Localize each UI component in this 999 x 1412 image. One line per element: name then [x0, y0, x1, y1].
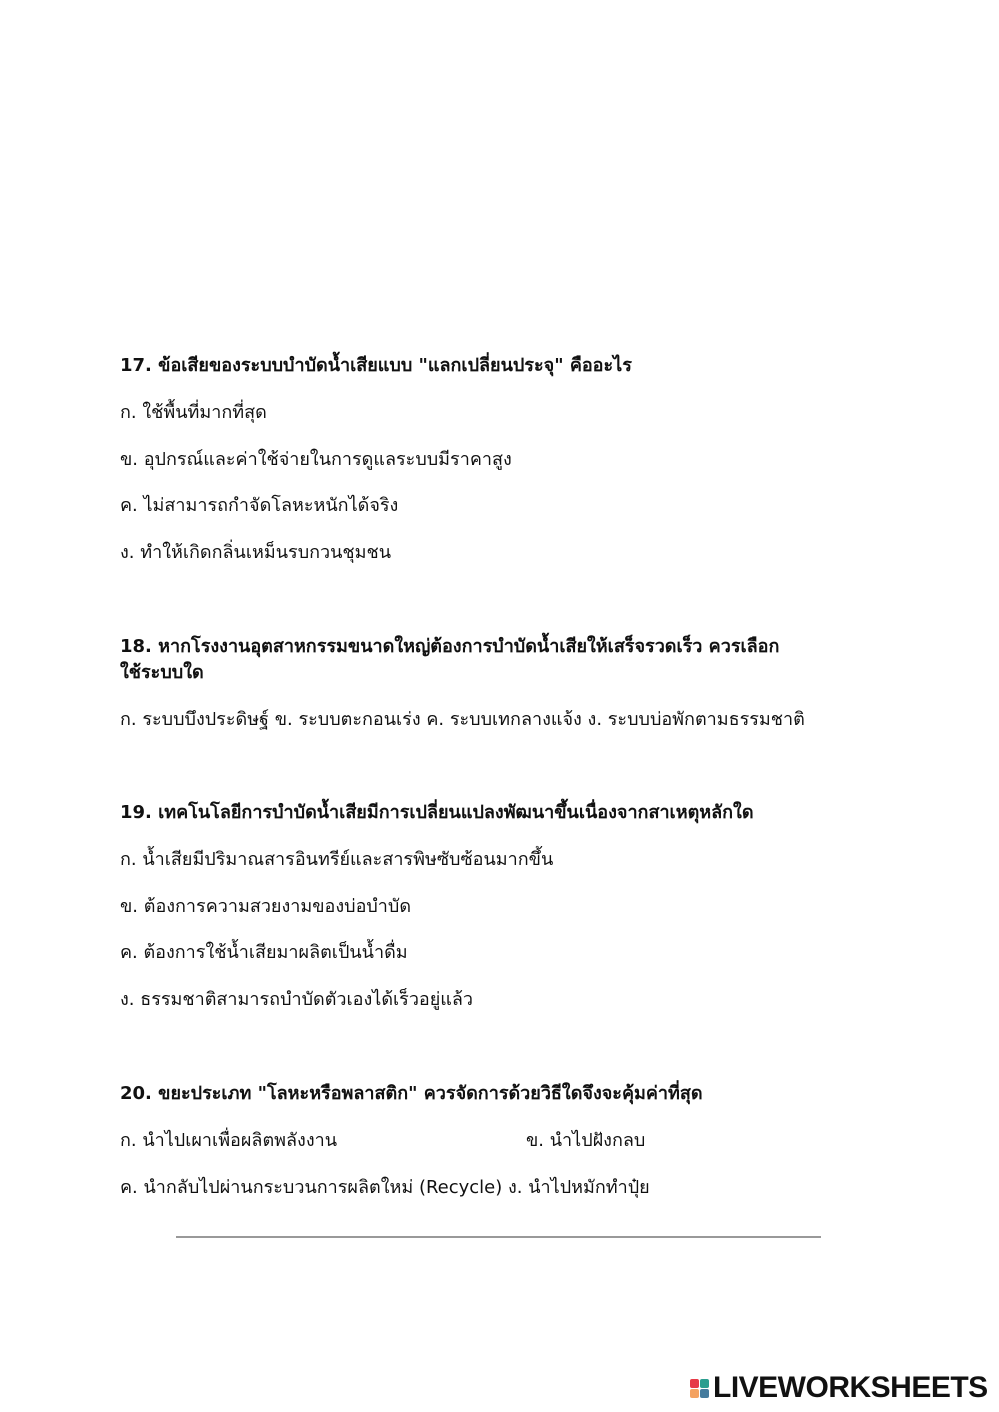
section-divider — [176, 1236, 821, 1238]
question-17-option-a[interactable]: ก. ใช้พื้นที่มากที่สุด — [120, 402, 267, 423]
question-20-options-c-d[interactable]: ค. นำกลับไปผ่านกระบวนการผลิตใหม่ (Recycle) ง. นำไปหมักทำปุ๋ย — [120, 1177, 650, 1198]
question-19-option-c[interactable]: ค. ต้องการใช้น้ำเสียมาผลิตเป็นน้ำดื่ม — [120, 942, 408, 963]
question-17-option-d[interactable]: ง. ทำให้เกิดกลิ่นเหม็นรบกวนชุมชน — [120, 542, 392, 563]
question-20-option-a[interactable]: ก. นำไปเผาเพื่อผลิตพลังงาน — [120, 1130, 338, 1151]
logo-square-icon — [700, 1379, 709, 1388]
question-18-options[interactable]: ก. ระบบบึงประดิษฐ์ ข. ระบบตะกอนเร่ง ค. ระบบเทกลางแจ้ง ง. ระบบบ่อพักตามธรรมชาติ — [120, 709, 805, 730]
logo-text: LIVEWORKSHEETS — [713, 1371, 988, 1404]
logo-square-icon — [690, 1389, 699, 1398]
logo-square-icon — [700, 1389, 709, 1398]
question-20-text: 20. ขยะประเภท "โลหะหรือพลาสติก" ควรจัดการด้วยวิธีใดจึงจะคุ้มค่าที่สุด — [120, 1083, 703, 1104]
question-19-option-b[interactable]: ข. ต้องการความสวยงามของบ่อบำบัด — [120, 896, 412, 917]
question-17-option-c[interactable]: ค. ไม่สามารถกำจัดโลหะหนักได้จริง — [120, 495, 399, 516]
question-17-option-b[interactable]: ข. อุปกรณ์และค่าใช้จ่ายในการดูแลระบบมีราคาสูง — [120, 449, 512, 470]
question-18-text-line2: ใช้ระบบใด — [120, 662, 204, 683]
question-17-text: 17. ข้อเสียของระบบบำบัดน้ำเสียแบบ "แลกเปลี่ยนประจุ" คืออะไร — [120, 355, 632, 376]
question-20-option-b[interactable]: ข. นำไปฝังกลบ — [526, 1130, 646, 1151]
question-19-option-d[interactable]: ง. ธรรมชาติสามารถบำบัดตัวเองได้เร็วอยู่แล้ว — [120, 989, 474, 1010]
question-18-text-line1: 18. หากโรงงานอุตสาหกรรมขนาดใหญ่ต้องการบำบัดน้ำเสียให้เสร็จรวดเร็ว ควรเลือก — [120, 636, 780, 657]
logo-square-icon — [690, 1379, 699, 1388]
question-19-text: 19. เทคโนโลยีการบำบัดน้ำเสียมีการเปลี่ยนแปลงพัฒนาขึ้นเนื่องจากสาเหตุหลักใด — [120, 802, 754, 823]
question-19-option-a[interactable]: ก. น้ำเสียมีปริมาณสารอินทรีย์และสารพิษซับซ้อนมากขึ้น — [120, 849, 554, 870]
liveworksheets-logo-icon — [690, 1379, 709, 1398]
liveworksheets-logo — [690, 1372, 988, 1404]
